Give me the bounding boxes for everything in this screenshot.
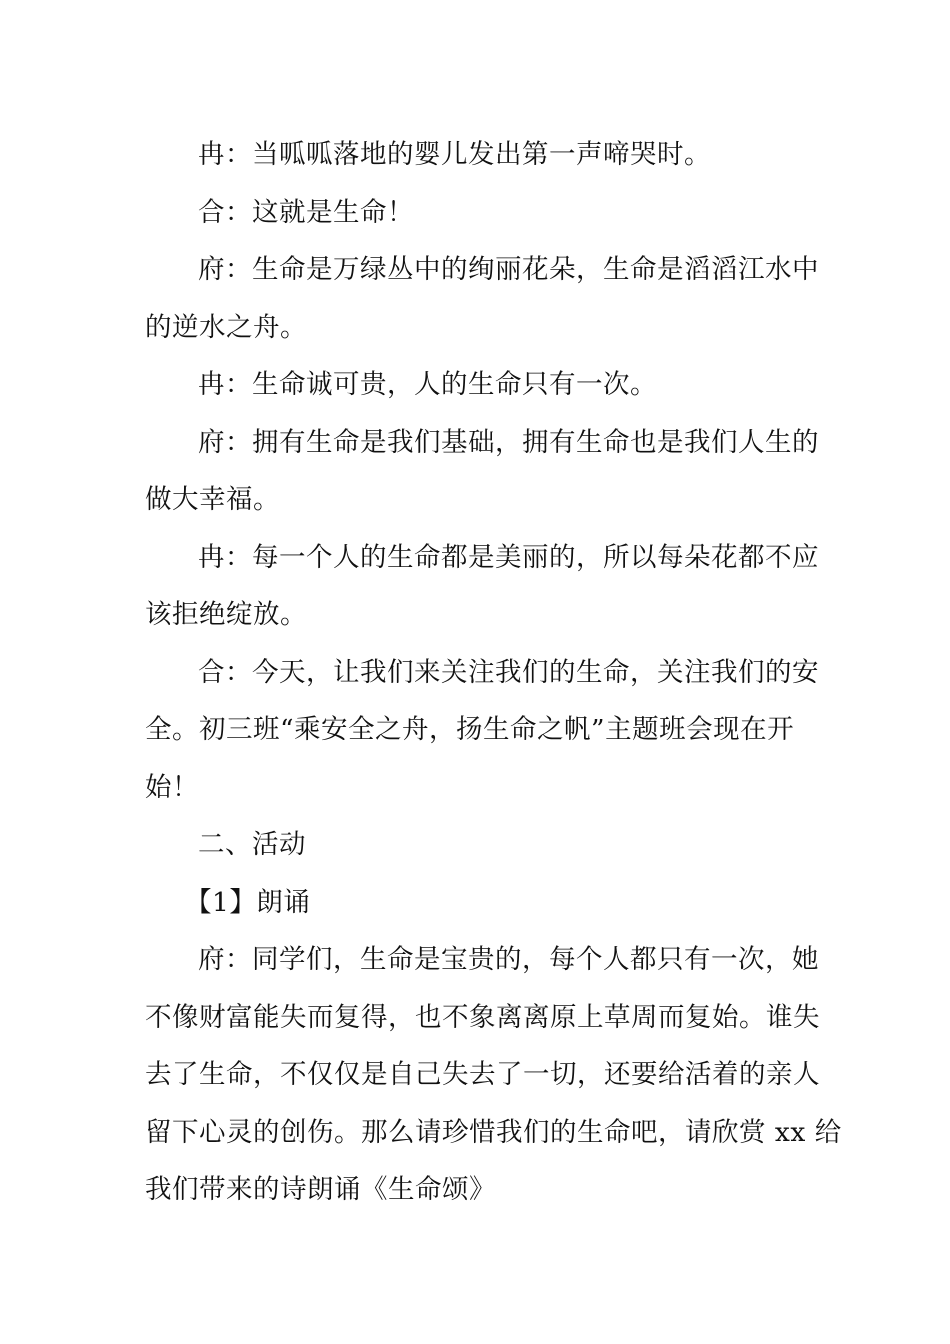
text-line: 全。初三班“乘安全之舟，扬生命之帆”主题班会现在开 [145,714,795,745]
text-line: 始！ [145,771,199,803]
text-line: 冉：生命诚可贵，人的生命只有一次。 [198,369,657,400]
text-line: 府：生命是万绿丛中的绚丽花朵，生命是滔滔江水中 [198,254,819,285]
text-line: 我们带来的诗朗诵《生命颂》 [145,1174,496,1205]
text-line: 的逆水之舟。 [145,311,307,343]
document-body [145,126,842,1219]
text-line: 不像财富能失而复得，也不象离离原上草周而复始。谁失 [145,1001,820,1033]
text-line: 府：同学们，生命是宝贵的，每个人都只有一次，她 [198,944,819,975]
text-line: 府：拥有生命是我们基础，拥有生命也是我们人生的 [198,426,819,458]
text-line: 冉：当呱呱落地的婴儿发出第一声啼哭时。 [198,139,711,170]
text-line: 合：今天，让我们来关注我们的生命，关注我们的安 [198,656,819,688]
section-heading: 二、活动 [198,829,306,860]
subsection-heading: 【1】朗诵 [185,886,311,918]
text-line: 该拒绝绽放。 [145,599,307,630]
text-line: 去了生命，不仅仅是自己失去了一切，还要给活着的亲人 [145,1059,820,1090]
text-line: 合：这就是生命！ [198,196,414,228]
text-line: 冉：每一个人的生命都是美丽的，所以每朵花都不应 [198,541,819,573]
text-line: 留下心灵的创伤。那么请珍惜我们的生命吧，请欣赏 xx 给 [145,1116,842,1148]
text-line: 做大幸福。 [145,484,280,515]
